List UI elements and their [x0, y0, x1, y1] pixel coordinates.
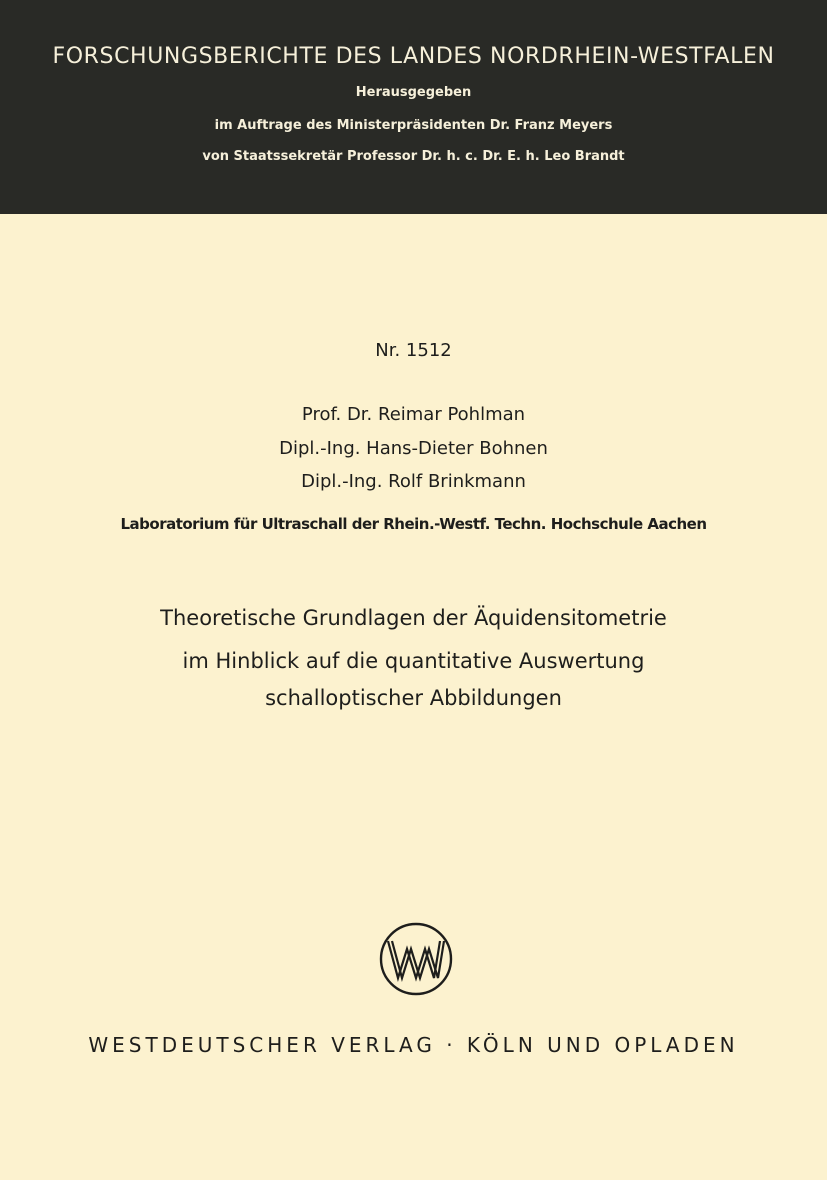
author-2: Dipl.-Ing. Hans-Dieter Bohnen [279, 438, 548, 459]
editor-line-1: Herausgegeben [355, 85, 472, 100]
title-line-3: schalloptischer Abbildungen [265, 686, 562, 710]
editor-line-3: von Staatssekretär Professor Dr. h. c. Dr. E. h. Leo Brandt [202, 149, 625, 164]
institution: Laboratorium für Ultraschall der Rhein.-Westf. Techn. Hochschule Aachen [120, 515, 707, 533]
editor-line-2: im Auftrage des Ministerpräsidenten Dr. Franz Meyers [214, 118, 613, 133]
title-line-2: im Hinblick auf die quantitative Auswertung [182, 649, 645, 673]
series-title: FORSCHUNGSBERICHTE DES LANDES NORDRHEIN-WESTFALEN [52, 44, 775, 69]
report-number: Nr. 1512 [375, 340, 452, 361]
author-1: Prof. Dr. Reimar Pohlman [301, 404, 526, 425]
publisher-w-logo-icon [378, 921, 454, 997]
title-line-1: Theoretische Grundlagen der Äquidensitometrie [160, 606, 667, 630]
header-band [0, 0, 827, 214]
author-3: Dipl.-Ing. Rolf Brinkmann [301, 471, 526, 492]
publisher-line: WESTDEUTSCHER VERLAG · KÖLN UND OPLADEN [88, 1033, 739, 1057]
